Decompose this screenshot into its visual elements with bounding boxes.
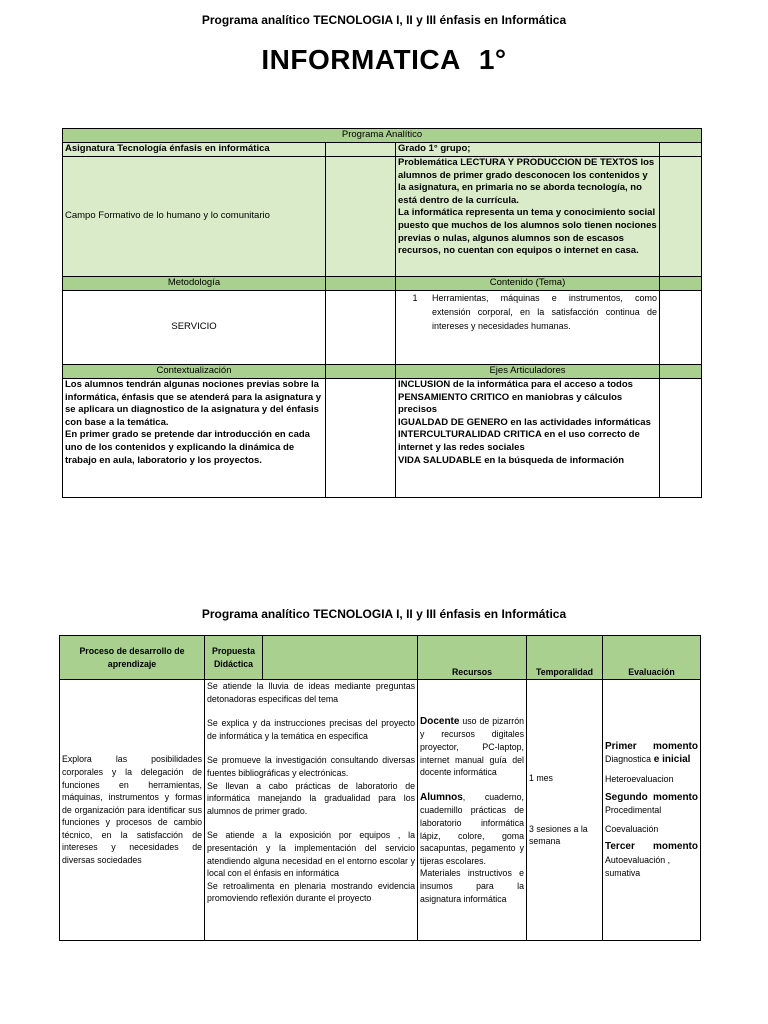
eje-item: VIDA SALUDABLE en la búsqueda de información [398,454,625,466]
propuesta-paragraph: Se retroalimenta en plenaria mostrando evidencia promoviendo reflexión durante el proyecto [207,880,415,904]
contenido-cell [396,291,660,365]
metodologia-cell: SERVICIO [63,291,326,365]
recursos-alumnos [420,791,524,868]
empty-cell [660,157,702,277]
empty-cell [326,277,396,291]
alumnos-text: , cuaderno, cuadernillo prácticas de laboratorio informática lápiz, colore, goma sacapuntas, pegamento y tijeras escolares. [420,791,524,866]
momento-text: Diagnostica e inicial [605,754,691,766]
alumnos-label: Alumnos [420,791,463,803]
contenido-header: Contenido (Tema) [396,277,660,291]
recursos-cell [418,680,527,941]
empty-cell [326,157,396,277]
momento-text: Autoevaluación , sumativa [605,854,671,878]
problematica-paragraph: Problemática LECTURA Y PRODUCCION DE TEXTOS los alumnos de primer grado desconocen los contenidos y la asignatura, en primaria no se aborda tecnología, no está dentro de la currícula. [398,157,655,206]
propuesta-paragraph: Se atiende la lluvia de ideas mediante preguntas detonadoras especificas del tema [207,681,415,704]
page2-header: Programa analítico TECNOLOGIA I, II y III énfasis en Informática [201,607,567,621]
proceso-cell: Explora las posibilidades corporales y la delegación de funciones en herramientas, máquinas, instrumentos y formas de organización para identificar sus funciones y procesos de cambio técnico, en la satisfacción de intereses y necesidades de diversas sociedades [60,680,205,941]
eje-item: PENSAMIENTO CRITICO en maniobras y cálculos precisos [398,391,623,416]
page1-header: Programa analítico TECNOLOGIA I, II y III énfasis en Informática [201,13,567,27]
grado-cell: Grado 1° grupo; [396,143,660,157]
eje-item: INCLUSION de la informática para el acceso a todos [398,379,633,390]
campo-formativo-cell: Campo Formativo de lo humano y lo comunitario [63,157,326,277]
contextualizacion-paragraph: En primer grado se pretende dar introducción en cada uno de los contenidos y explicando la dinámica de trabajo en aula, laboratorio y los proyectos. [65,429,310,466]
propuesta-paragraph: Se promueve la investigación consultando diversas fuentes bibliográficas y electrónicas. [207,755,415,778]
metodologia-header: Metodología [63,277,326,291]
list-item [398,291,657,333]
momento-sub: Coevaluación [605,823,659,834]
problematica-cell [396,157,660,277]
empty-cell [326,143,396,157]
momento-sub: Heteroevaluacion [605,774,674,785]
list-number: 1 [412,293,418,303]
page-title [0,44,768,76]
ejes-header: Ejes Articuladores [396,365,660,379]
recursos-materiales: Materiales instructivos e insumos para la asignatura informática [420,868,524,904]
empty-cell [326,291,396,365]
programa-analitico-table [62,128,702,498]
temporalidad-header: Temporalidad [527,636,603,680]
title-grade: 1° [478,44,507,75]
table-title: Programa Analítico [63,129,702,143]
temporalidad-sesiones: 3 sesiones a la semana [529,823,588,847]
evaluacion-cell [603,680,701,941]
temporalidad-cell [527,680,603,941]
desarrollo-table [59,635,701,941]
propuesta-header: Propuesta Didáctica [205,636,263,680]
momento-label: Primer momento [605,740,698,752]
eje-item: INTERCULTURALIDAD CRITICA en el uso correcto de internet y las redes sociales [398,429,640,453]
contextualizacion-header: Contextualización [63,365,326,379]
docente-label: Docente [420,715,460,727]
contenido-text: Herramientas, máquinas e instrumentos, como extensión corporal, en la satisfacción continua de intereses y necesidades humanas. [432,293,657,331]
recursos-header: Recursos [418,636,527,680]
contextualizacion-paragraph: Los alumnos tendrán algunas nociones previas sobre la informática, énfasis que se atenderá para la asignatura y se aplicara un diagnostico de la asignatura y del énfasis con base a la temática. [65,379,322,428]
momento-label: Segundo momento [605,791,698,803]
propuesta-paragraph: Se llevan a cabo prácticas de laboratorio de informática manejando la gradualidad para los alumnos de primer grado. [207,780,415,816]
asignatura-cell: Asignatura Tecnología énfasis en informática [63,143,326,157]
propuesta-paragraph: Se explica y da instrucciones precisas del proyecto de informática y la temática en especifica [207,718,415,741]
momento-label: Tercer momento [605,841,698,853]
empty-cell [660,143,702,157]
propuesta-cell [205,680,418,941]
evaluacion-header: Evaluación [603,636,701,680]
title-text: INFORMATICA [261,44,461,75]
docente-text: uso de pizarrón y recursos digitales proyector, PC-laptop, internet manual guía del docente informática [420,715,524,778]
empty-cell [660,379,702,498]
contextualizacion-cell [63,379,326,498]
empty-cell [660,365,702,379]
recursos-docente [420,715,524,779]
empty-cell [326,379,396,498]
ejes-cell [396,379,660,498]
eje-item: IGUALDAD DE GENERO en las actividades informáticas [398,416,651,428]
problematica-paragraph: La informática representa un tema y conocimiento social puesto que muchos de los alumnos solo tienen nociones previas o nulas, algunos alumnos son de escasos recursos, no cuentan con equipos o internet en casa. [398,207,657,257]
temporalidad-duracion: 1 mes [529,773,553,784]
empty-cell [660,277,702,291]
momento-text: Procedimental [605,805,662,816]
empty-cell [263,636,418,680]
empty-cell [326,365,396,379]
propuesta-paragraph: Se atiende a la exposición por equipos , la presentación y la implementación del servicio atendiendo alguna necesidad en el entorno escolar y local con el énfasis en informática [207,830,415,879]
empty-cell [660,291,702,365]
proceso-header: Proceso de desarrollo de aprendizaje [60,636,205,680]
